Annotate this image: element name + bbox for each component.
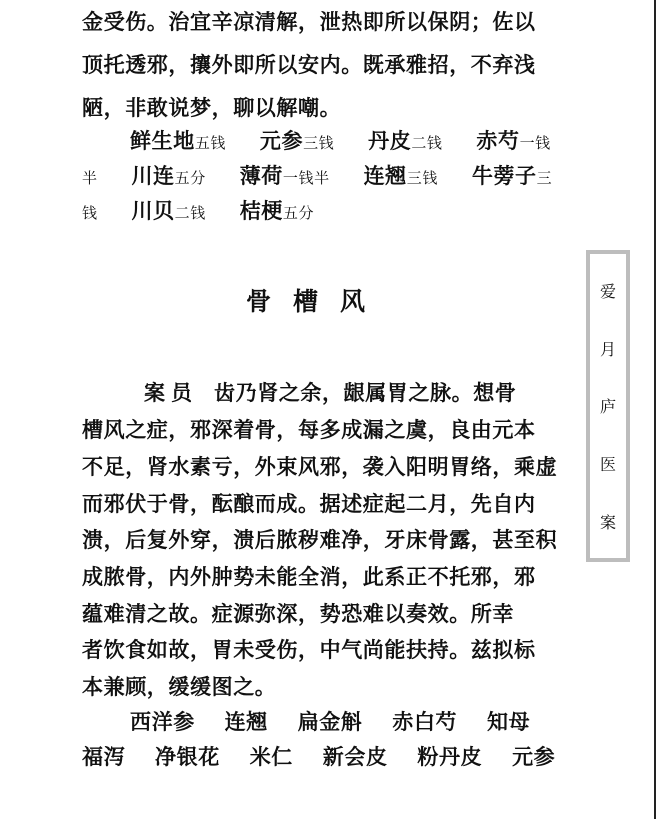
text-line: 陋，非敢说梦，聊以解嘲。 [82, 95, 342, 120]
herb-name: 米仁 [249, 744, 293, 769]
text-line: 不足，肾水素亏，外束风邪，袭入阳明胃络，乘虚 [82, 454, 558, 479]
herb-dose: 三钱 [303, 134, 335, 152]
herb-name: 川贝 [131, 198, 175, 223]
book-title-side-tab [586, 250, 630, 562]
prescription-line [82, 195, 314, 225]
text-line: 金受伤。治宜辛凉清解，泄热即所以保阴；佐以 [82, 9, 536, 34]
herb-name: 鲜生地 [130, 128, 195, 153]
herb-name: 粉丹皮 [417, 744, 483, 769]
prescription-line [82, 741, 555, 771]
text-line: 而邪伏于骨，酝酿而成。据述症起二月，先自内 [82, 491, 536, 516]
text-line: 蕴难清之故。症源弥深，势恐难以奏效。所幸 [82, 601, 514, 626]
prescription-line [130, 706, 530, 736]
herb-dose: 二钱 [174, 204, 206, 222]
herb-name: 元参 [512, 744, 556, 769]
section-title: 骨槽风 [246, 287, 388, 316]
herb-dose: 二钱 [411, 134, 443, 152]
herb-name: 净银花 [155, 744, 220, 769]
prescription-line [130, 125, 551, 155]
side-tab-char: 医 [599, 455, 616, 475]
herb-name: 元参 [259, 128, 304, 153]
page-edge-divider [654, 0, 656, 819]
prescription-line [82, 160, 552, 190]
herb-dose: 三钱 [406, 169, 438, 187]
herb-name: 赤芍 [476, 128, 520, 153]
herb-dose: 五钱 [194, 134, 227, 152]
herb-name: 连翘 [363, 163, 407, 188]
herb-name: 桔梗 [239, 198, 283, 223]
herb-dose: 五分 [174, 169, 206, 187]
side-tab-char: 庐 [599, 397, 616, 417]
herb-name: 西洋参 [130, 709, 195, 734]
herb-name: 连翘 [224, 709, 268, 734]
herb-dose: 一钱半 [282, 169, 330, 187]
case-label: 案员 [144, 380, 198, 405]
herb-name: 扁金斛 [297, 709, 363, 734]
herb-dose: 一钱 [519, 134, 551, 152]
side-tab-char: 案 [599, 512, 616, 532]
case-first-line [144, 377, 516, 407]
text-line: 齿乃肾之余，龈属胃之脉。想骨 [214, 380, 517, 405]
herb-dose: 钱 [82, 204, 98, 222]
herb-dose: 半 [82, 169, 98, 187]
herb-name: 新会皮 [322, 744, 388, 769]
herb-name: 薄荷 [239, 163, 283, 188]
text-line: 者饮食如故，胃未受伤，中气尚能扶持。兹拟标 [82, 637, 536, 662]
side-tab-char: 月 [599, 339, 616, 359]
herb-name: 丹皮 [368, 128, 412, 153]
text-line: 本兼顾，缓缓图之。 [82, 674, 277, 699]
herb-name: 赤白芍 [392, 709, 458, 734]
text-line: 顶托透邪，攘外即所以安内。既承雅招，不弃浅 [82, 52, 536, 77]
herb-name: 福泻 [82, 744, 126, 769]
herb-dose: 五分 [282, 204, 315, 222]
herb-name: 川连 [131, 163, 175, 188]
text-line: 溃，后复外穿，溃后脓秽难净，牙床骨露，甚至积 [82, 527, 558, 552]
herb-dose: 三 [536, 169, 553, 187]
text-line: 成脓骨，内外肿势未能全消，此系正不托邪，邪 [82, 564, 536, 589]
herb-name: 牛蒡子 [471, 163, 537, 188]
text-line: 槽风之症，邪深着骨，每多成漏之虞，良由元本 [82, 417, 536, 442]
side-tab-char: 爱 [599, 282, 616, 302]
herb-name: 知母 [487, 709, 531, 734]
